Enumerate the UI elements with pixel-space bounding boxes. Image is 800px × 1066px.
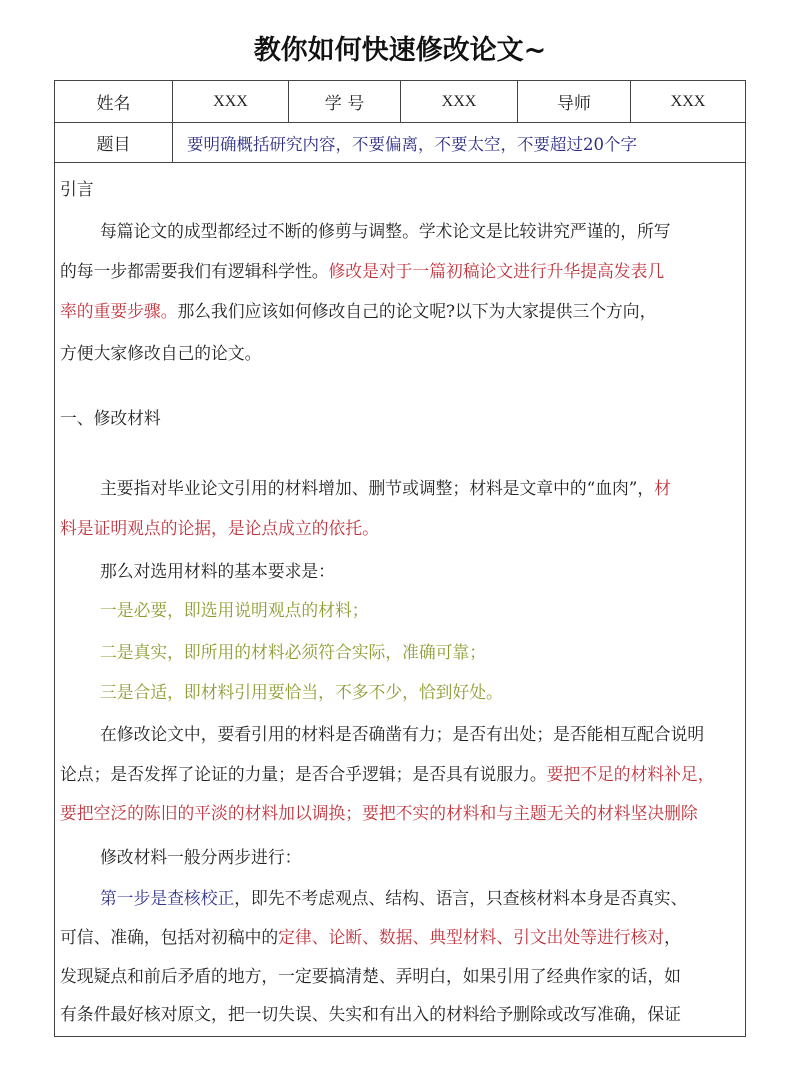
section-heading [60, 178, 94, 200]
text-segment: 二是真实，即所用的材料必须符合实际，准确可靠； [100, 642, 486, 662]
text-segment: 定律、论断、数据、典型材料、引文出处等进行核对 [278, 927, 665, 947]
text-segment: 在修改论文中，要看引用的材料是否确凿有力；是否有出处；是否能相互配合说明 [100, 724, 705, 744]
text-segment: 有条件最好核对原文，把一切失误、失实和有出入的材料给予删除或改写准确，保证 [60, 1004, 681, 1024]
paragraph-line [60, 517, 379, 539]
paragraph-line [100, 220, 671, 242]
paragraph-line [100, 723, 704, 745]
text-segment: 那么我们应该如何修改自己的论文呢?以下为大家提供三个方向， [177, 301, 657, 321]
text-segment: 材 [654, 478, 671, 498]
advisor-label: 导师 [518, 81, 631, 123]
paragraph-line [60, 300, 656, 322]
paragraph-line [100, 887, 687, 909]
text-segment: 修改是对于一篇初稿论文进行升华提高发表几 [328, 261, 665, 281]
paragraph-line [100, 846, 301, 868]
paragraph-line [100, 681, 503, 703]
section-heading [60, 407, 161, 429]
paragraph-line [60, 342, 261, 364]
paragraph-line [60, 763, 715, 785]
text-segment: 引言 [60, 179, 94, 199]
advisor-value: XXX [631, 81, 745, 123]
name-value: XXX [173, 81, 289, 123]
text-segment: 每篇论文的成型都经过不断的修剪与调整。学术论文是比较讲究严谨的，所写 [100, 221, 671, 241]
paragraph-line [60, 965, 681, 987]
text-segment: 发现疑点和前后矛盾的地方，一定要搞清楚、弄明白，如果引用了经典作家的话，如 [60, 966, 681, 986]
text-segment: 料是证明观点的论据，是论点成立的依托。 [60, 518, 379, 538]
topic-label: 题目 [55, 123, 173, 163]
text-segment: 修改材料一般分两步进行： [100, 847, 302, 867]
text-segment: 方便大家修改自己的论文。 [60, 343, 262, 363]
paragraph-line [100, 599, 369, 621]
text-segment: 的每一步都需要我们有逻辑科学性。 [60, 261, 329, 281]
text-segment: 论点；是否发挥了论证的力量；是否合乎逻辑；是否具有说服力。 [60, 764, 547, 784]
text-segment: 一、修改材料 [60, 408, 161, 428]
text-segment: ，即先不考虑观点、结构、语言，只查核材料本身是否真实、 [234, 888, 688, 908]
text-segment: ， [664, 927, 681, 947]
text-segment: 三是合适，即材料引用要恰当，不多不少，恰到好处。 [100, 682, 503, 702]
text-segment: 可信、准确，包括对初稿中的 [60, 927, 279, 947]
text-segment: 主要指对毕业论文引用的材料增加、删节或调整；材料是文章中的“血肉”， [100, 478, 655, 498]
paragraph-line [100, 560, 335, 582]
text-segment: 率的重要步骤。 [60, 301, 178, 321]
student-id-value: XXX [401, 81, 518, 123]
text-segment: 第一步是查核校正 [100, 888, 235, 908]
text-segment: 那么对选用材料的基本要求是： [100, 561, 335, 581]
paragraph-line [100, 477, 671, 499]
name-label: 姓名 [55, 81, 173, 123]
paragraph-line [60, 1003, 681, 1025]
text-segment: 要把不足的材料补足， [546, 764, 715, 784]
text-segment: 一是必要，即选用说明观点的材料； [100, 600, 369, 620]
student-id-label: 学 号 [289, 81, 401, 123]
topic-value: 要明确概括研究内容，不要偏离，不要太空，不要超过20个字 [173, 123, 745, 163]
paragraph-line [60, 926, 681, 948]
text-segment: 要把空泛的陈旧的平淡的材料加以调换；要把不实的材料和与主题无关的材料坚决删除 [60, 803, 698, 823]
paragraph-line [60, 802, 698, 824]
document-title: 教你如何快速修改论文~ [253, 35, 547, 66]
paragraph-line [60, 260, 664, 282]
paragraph-line [100, 641, 486, 663]
